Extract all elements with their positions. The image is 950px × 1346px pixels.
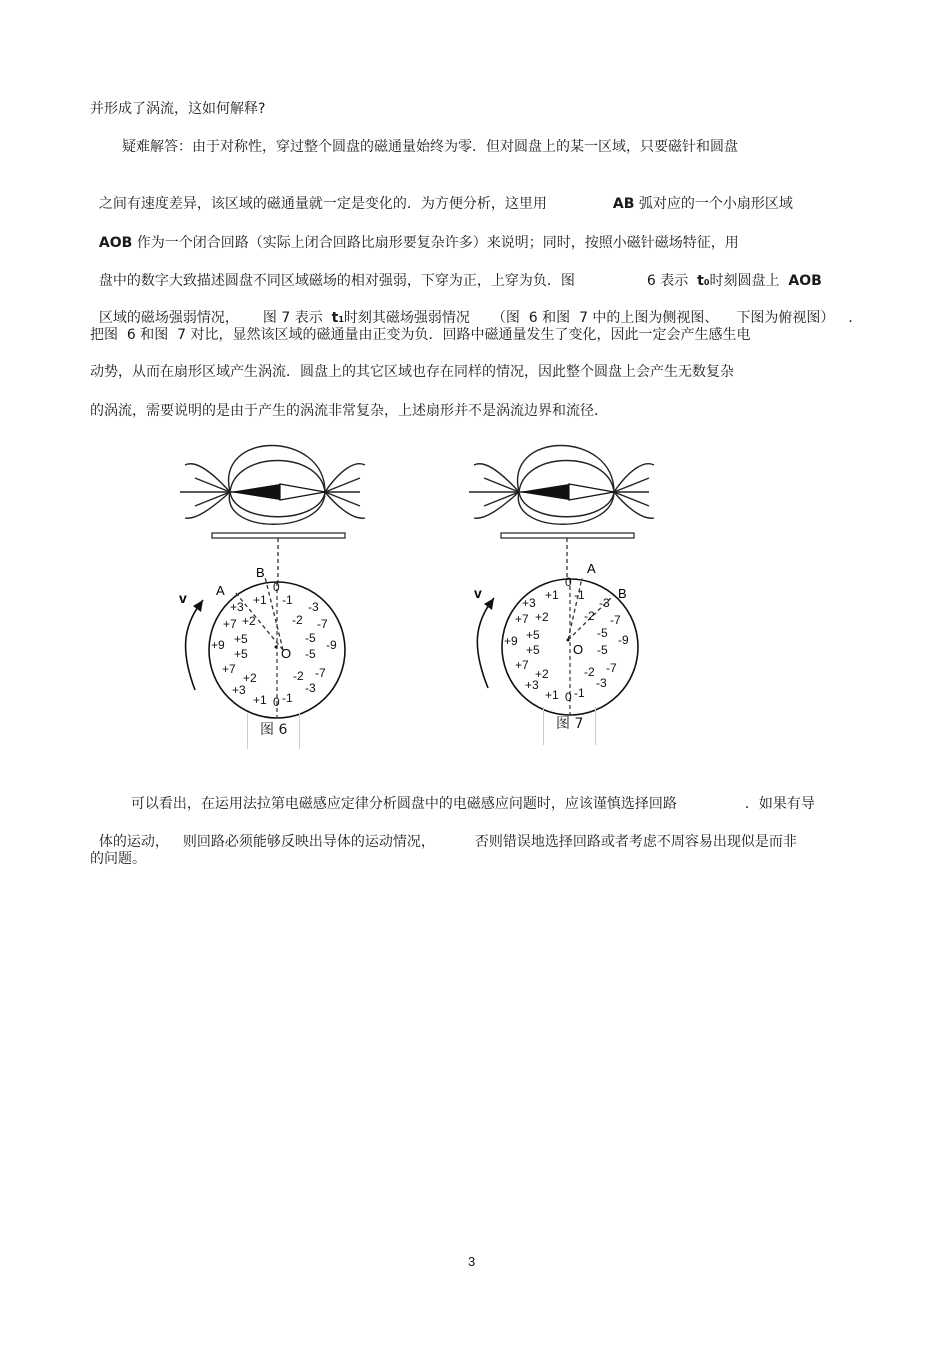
text-span: 图 7 表示	[262, 310, 323, 326]
text-span-sub: 0	[703, 278, 710, 287]
num: +2	[535, 667, 549, 681]
num: +7	[223, 617, 237, 631]
num: 0	[273, 580, 280, 594]
text-line-6	[90, 288, 862, 330]
magnet-needle-dark	[519, 484, 569, 500]
text-span: 可以看出，在运用法拉第电磁感应定律分析圆盘中的电磁感应问题时，应该谨慎选择回路	[130, 796, 677, 812]
label-a: A	[587, 561, 596, 576]
figure-7	[464, 440, 664, 740]
text-line-4	[90, 213, 739, 253]
num: +3	[232, 683, 246, 697]
text-line-2: 疑难解答：由于对称性，穿过整个圆盘的磁通量始终为零．但对圆盘上的某一区域，只要磁针和圆盘	[122, 139, 738, 155]
text-span: 6 表示	[646, 273, 689, 289]
num: +7	[515, 612, 529, 626]
num: 0	[565, 690, 572, 704]
num: -2	[292, 613, 303, 627]
num: -3	[308, 600, 319, 614]
field-lines	[469, 446, 654, 525]
figure-7-caption: 图 7	[543, 707, 596, 745]
num: -2	[293, 669, 304, 683]
text-span: （图 6 和图 7 中的上图为侧视图、	[491, 310, 719, 326]
text-line-7: 把图 6 和图 7 对比，显然该区域的磁通量由正变为负．回路中磁通量发生了变化，因此一定会产生感生电	[90, 327, 751, 343]
text-line-12: 的问题。	[90, 851, 146, 867]
num: -9	[618, 633, 629, 647]
text-span-t: t	[697, 273, 704, 289]
num: -5	[597, 643, 608, 657]
center-dot	[567, 639, 570, 642]
label-a: A	[216, 583, 225, 598]
text-span: 盘中的数字大致描述圆盘不同区域磁场的相对强弱，下穿为正，上穿为负．图	[98, 273, 575, 289]
num: +5	[234, 647, 248, 661]
num: -2	[584, 609, 595, 623]
num: -5	[305, 647, 316, 661]
center-dot	[275, 646, 278, 649]
text-span: ．	[848, 310, 863, 326]
num: +1	[253, 593, 267, 607]
num: +2	[242, 614, 256, 628]
velocity-label: v	[474, 585, 482, 601]
text-span: 作为一个闭合回路（实际上闭合回路比扇形要复杂许多）来说明；同时，按照小磁针磁场特征，用	[132, 235, 739, 251]
disk-side-view	[212, 533, 345, 538]
num: +7	[515, 658, 529, 672]
text-line-9: 的涡流，需要说明的是由于产生的涡流非常复杂，上述扇形并不是涡流边界和流径．	[90, 403, 608, 419]
text-span: 弧对应的一个小扇形区域	[638, 196, 793, 212]
num: -3	[305, 681, 316, 695]
label-o: O	[281, 646, 292, 661]
num: +7	[222, 662, 236, 676]
text-line-10	[122, 774, 815, 814]
label-o: O	[573, 642, 584, 657]
figure-6	[175, 440, 375, 740]
num: +1	[545, 688, 559, 702]
num: 0	[273, 695, 280, 709]
text-span: ．如果有导	[744, 796, 815, 812]
text-line-8: 动势，从而在扇形区域产生涡流．圆盘上的其它区域也存在同样的情况，因此整个圆盘上会产生无数复杂	[90, 364, 734, 380]
num: +1	[253, 693, 267, 707]
magnet-needle-light	[280, 484, 325, 500]
num: -3	[599, 596, 610, 610]
text-line-5	[90, 251, 822, 293]
num: +3	[522, 596, 536, 610]
num: +2	[535, 610, 549, 624]
page-number: 3	[468, 1254, 476, 1269]
velocity-label: v	[179, 590, 187, 606]
num: +5	[526, 628, 540, 642]
num: -7	[606, 661, 617, 675]
rotation-arrowhead	[484, 598, 494, 610]
num: -7	[315, 666, 326, 680]
text-line-3	[90, 174, 793, 214]
magnet-needle-dark	[230, 484, 280, 500]
num: -1	[574, 686, 585, 700]
num: +1	[545, 588, 559, 602]
num: +9	[211, 638, 225, 652]
magnet-needle-light	[569, 484, 614, 500]
num: +5	[234, 632, 248, 646]
text-span: 时刻圆盘上	[709, 273, 780, 289]
text-span: 体的运动，	[98, 834, 169, 850]
num: -1	[282, 593, 293, 607]
num: -2	[584, 665, 595, 679]
num: -7	[610, 613, 621, 627]
text-span: 时刻其磁场强弱情况	[343, 310, 470, 326]
text-span: 则回路必须能够反映出导体的运动情况，	[182, 834, 435, 850]
num: -1	[574, 588, 585, 602]
text-span: 区域的磁场强弱情况，	[98, 310, 239, 326]
num: -1	[282, 691, 293, 705]
num: -9	[326, 638, 337, 652]
num: -5	[597, 626, 608, 640]
num: -3	[596, 676, 607, 690]
text-span: 否则错误地选择回路或者考虑不周容易出现似是而非	[474, 834, 797, 850]
num: 0	[565, 575, 572, 589]
label-b: B	[618, 586, 627, 601]
num: +3	[525, 678, 539, 692]
text-line-11	[90, 812, 797, 852]
num: -7	[317, 617, 328, 631]
text-span: 下图为俯视图）	[736, 310, 835, 326]
text-span: 之间有速度差异，该区域的磁通量就一定是变化的．为方便分析，这里用	[98, 196, 547, 212]
field-lines	[180, 446, 365, 525]
num: +2	[243, 671, 257, 685]
rotation-arrowhead	[193, 600, 203, 612]
num: +3	[230, 600, 244, 614]
rotation-arrow	[186, 600, 203, 690]
rotation-arrow	[477, 598, 494, 688]
num: -5	[305, 631, 316, 645]
disk-side-view	[501, 533, 634, 538]
label-b: B	[256, 565, 265, 580]
text-span-aob: AOB	[98, 235, 133, 251]
num: +9	[504, 634, 518, 648]
text-span-ab: AB	[612, 196, 635, 212]
figure-6-caption: 图 6	[247, 713, 300, 749]
num: +5	[526, 643, 540, 657]
text-line-1: 并形成了涡流，这如何解释?	[90, 101, 266, 117]
text-span-sub: 1	[338, 315, 344, 324]
text-span-t: t	[331, 310, 339, 326]
text-span-aob: AOB	[788, 273, 822, 289]
